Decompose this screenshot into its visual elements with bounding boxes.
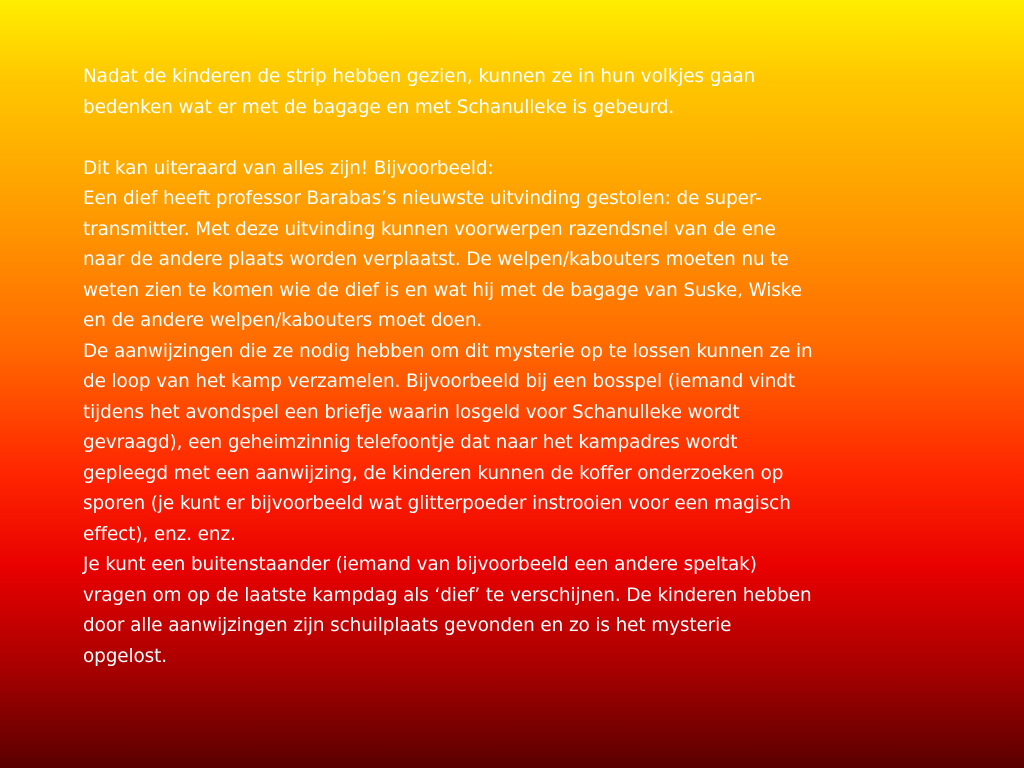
paragraph-example-lead: Dit kan uiteraard van alles zijn! Bijvoorbeeld: xyxy=(83,157,494,179)
paragraph-outsider: Je kunt een buitenstaander (iemand van bijvoorbeeld een andere speltak) vragen om op de laatste kampdag als ‘dief’ te verschijnen. De kinderen hebben door alle aanwijzingen zijn schuilplaats gevonden en zo is het mysterie opgelost. xyxy=(83,554,812,667)
paragraph-clues: De aanwijzingen die ze nodig hebben om dit mysterie op te lossen kunnen ze in de loop van het kamp verzamelen. Bijvoorbeeld bij een bosspel (iemand vindt tijdens het avondspel een briefje waarin losgeld voor Schanulleke wordt gevraagd), een geheimzinnig telefoontje dat naar het kampadres wordt gepleegd met een aanwijzing, de kinderen kunnen de koffer onderzoeken op sporen (je kunt er bijvoorbeeld wat glitterpoeder instrooien voor een magisch effect), enz. enz. xyxy=(83,340,813,545)
slide-text-body xyxy=(83,62,923,672)
paragraph-thief-story: Een dief heeft professor Barabas’s nieuwste uitvinding gestolen: de super- transmitter. Met deze uitvinding kunnen voorwerpen razendsnel van de ene naar de andere plaats worden verplaatst. De welpen/kabouters moeten nu te weten zien te komen wie de dief is en wat hij met de bagage van Suske, Wiske en de andere welpen/kabouters moet doen. xyxy=(83,188,802,331)
paragraph-intro: Nadat de kinderen de strip hebben gezien, kunnen ze in hun volkjes gaan bedenken wat er met de bagage en met Schanulleke is gebeurd. xyxy=(83,66,756,118)
paragraph-gap xyxy=(83,123,923,154)
